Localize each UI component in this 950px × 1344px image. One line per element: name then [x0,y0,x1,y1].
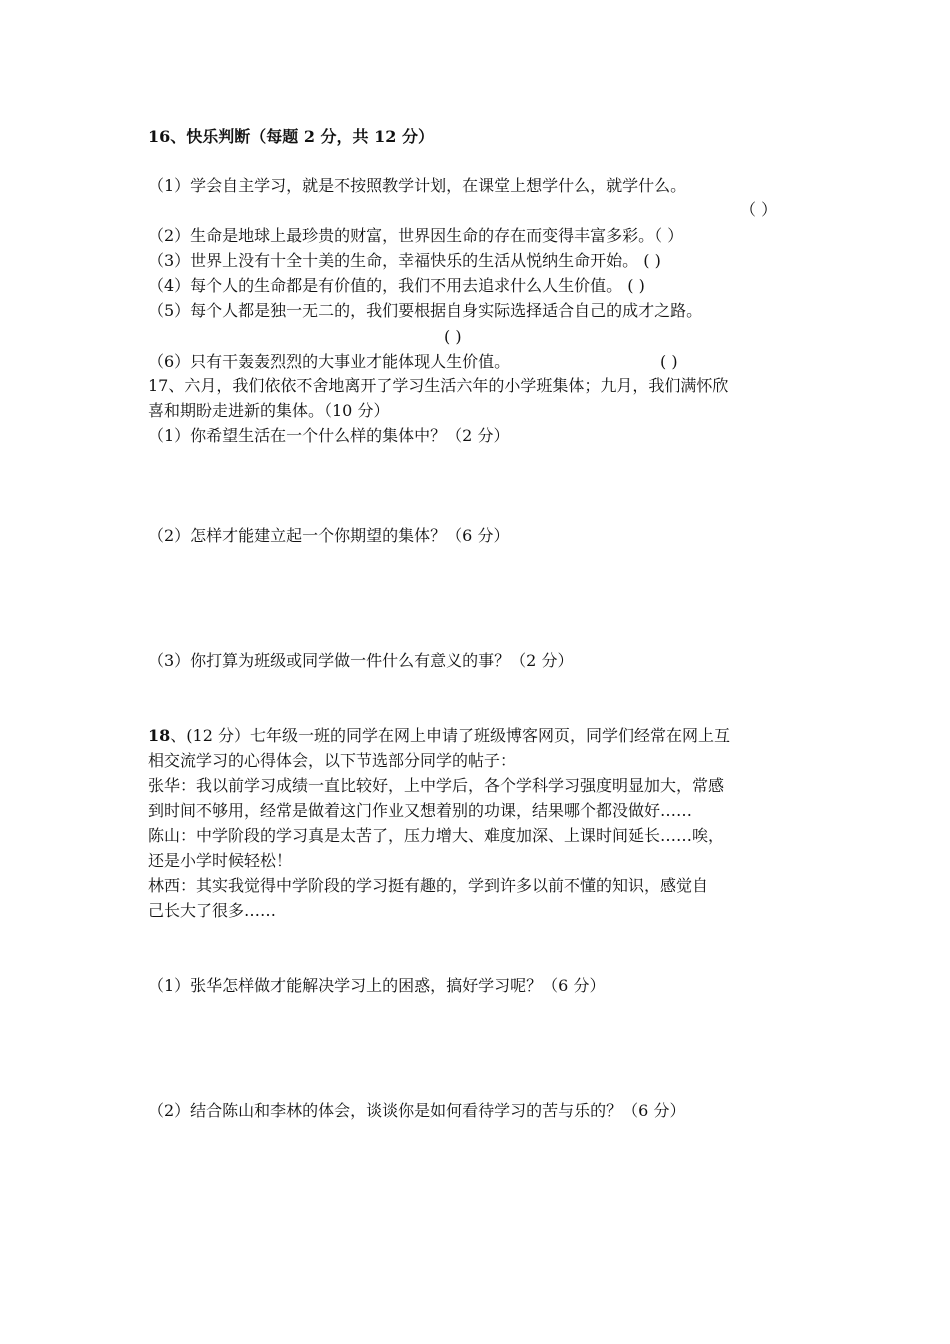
q18-intro-rest: 、(12 分）七年级一班的同学在网上申请了班级博客网页，同学们经常在网上互 [170,726,730,745]
q16-item-5: （5）每个人都是独一无二的，我们要根据自身实际选择适合自己的成才之路。 [148,301,703,320]
q18-post3-line1: 林西：其实我觉得中学阶段的学习挺有趣的，学到许多以前不懂的知识，感觉自 [148,876,709,895]
q18-post2-line2: 还是小学时候轻松！ [148,851,293,870]
q16-item-3: （3）世界上没有十全十美的生命，幸福快乐的生活从悦纳生命开始。 ( ) [148,251,661,270]
q16-item-2: （2）生命是地球上最珍贵的财富，世界因生命的存在而变得丰富多彩。（ ） [148,226,684,245]
q18-post1-line2: 到时间不够用，经常是做着这门作业又想着别的功课，结果哪个都没做好…… [148,801,693,820]
q18-intro-line1 [148,725,730,747]
q18-post2-line1: 陈山：中学阶段的学习真是太苦了，压力增大、难度加深、上课时间延长……唉， [148,826,725,845]
q17-sub1: （1）你希望生活在一个什么样的集体中？（2 分） [148,426,510,445]
q18-sub1: （1）张华怎样做才能解决学习上的困惑，搞好学习呢？（6 分） [148,976,606,995]
q17-sub3: （3）你打算为班级或同学做一件什么有意义的事？（2 分） [148,651,574,670]
q17-intro-line1: 17、六月，我们依依不舍地离开了学习生活六年的小学班集体；九月，我们满怀欣 [148,376,729,395]
q18-post3-line2: 己长大了很多…… [148,901,277,920]
q16-title: 16、快乐判断（每题 2 分，共 12 分） [148,127,434,146]
q16-item-1-paren: （ ） [740,200,778,219]
q17-intro-line2: 喜和期盼走进新的集体。（10 分） [148,401,390,420]
q18-intro-line2: 相交流学习的心得体会，以下节选部分同学的帖子： [148,751,517,770]
q16-item-1: （1）学会自主学习，就是不按照教学计划，在课堂上想学什么，就学什么。 [148,176,687,195]
q18-number: 18 [148,726,171,745]
q16-item-5-paren: ( ) [444,327,462,346]
q16-item-6: （6）只有干轰轰烈烈的大事业才能体现人生价值。 [148,352,511,371]
q18-sub2: （2）结合陈山和李林的体会，谈谈你是如何看待学习的苦与乐的？（6 分） [148,1101,686,1120]
q17-sub2: （2）怎样才能建立起一个你期望的集体？（6 分） [148,526,510,545]
q16-item-6-paren: ( ) [660,352,678,371]
q18-post1-line1: 张华：我以前学习成绩一直比较好，上中学后，各个学科学习强度明显加大，常感 [148,776,725,795]
q16-item-4: （4）每个人的生命都是有价值的，我们不用去追求什么人生价值。 ( ) [148,276,645,295]
